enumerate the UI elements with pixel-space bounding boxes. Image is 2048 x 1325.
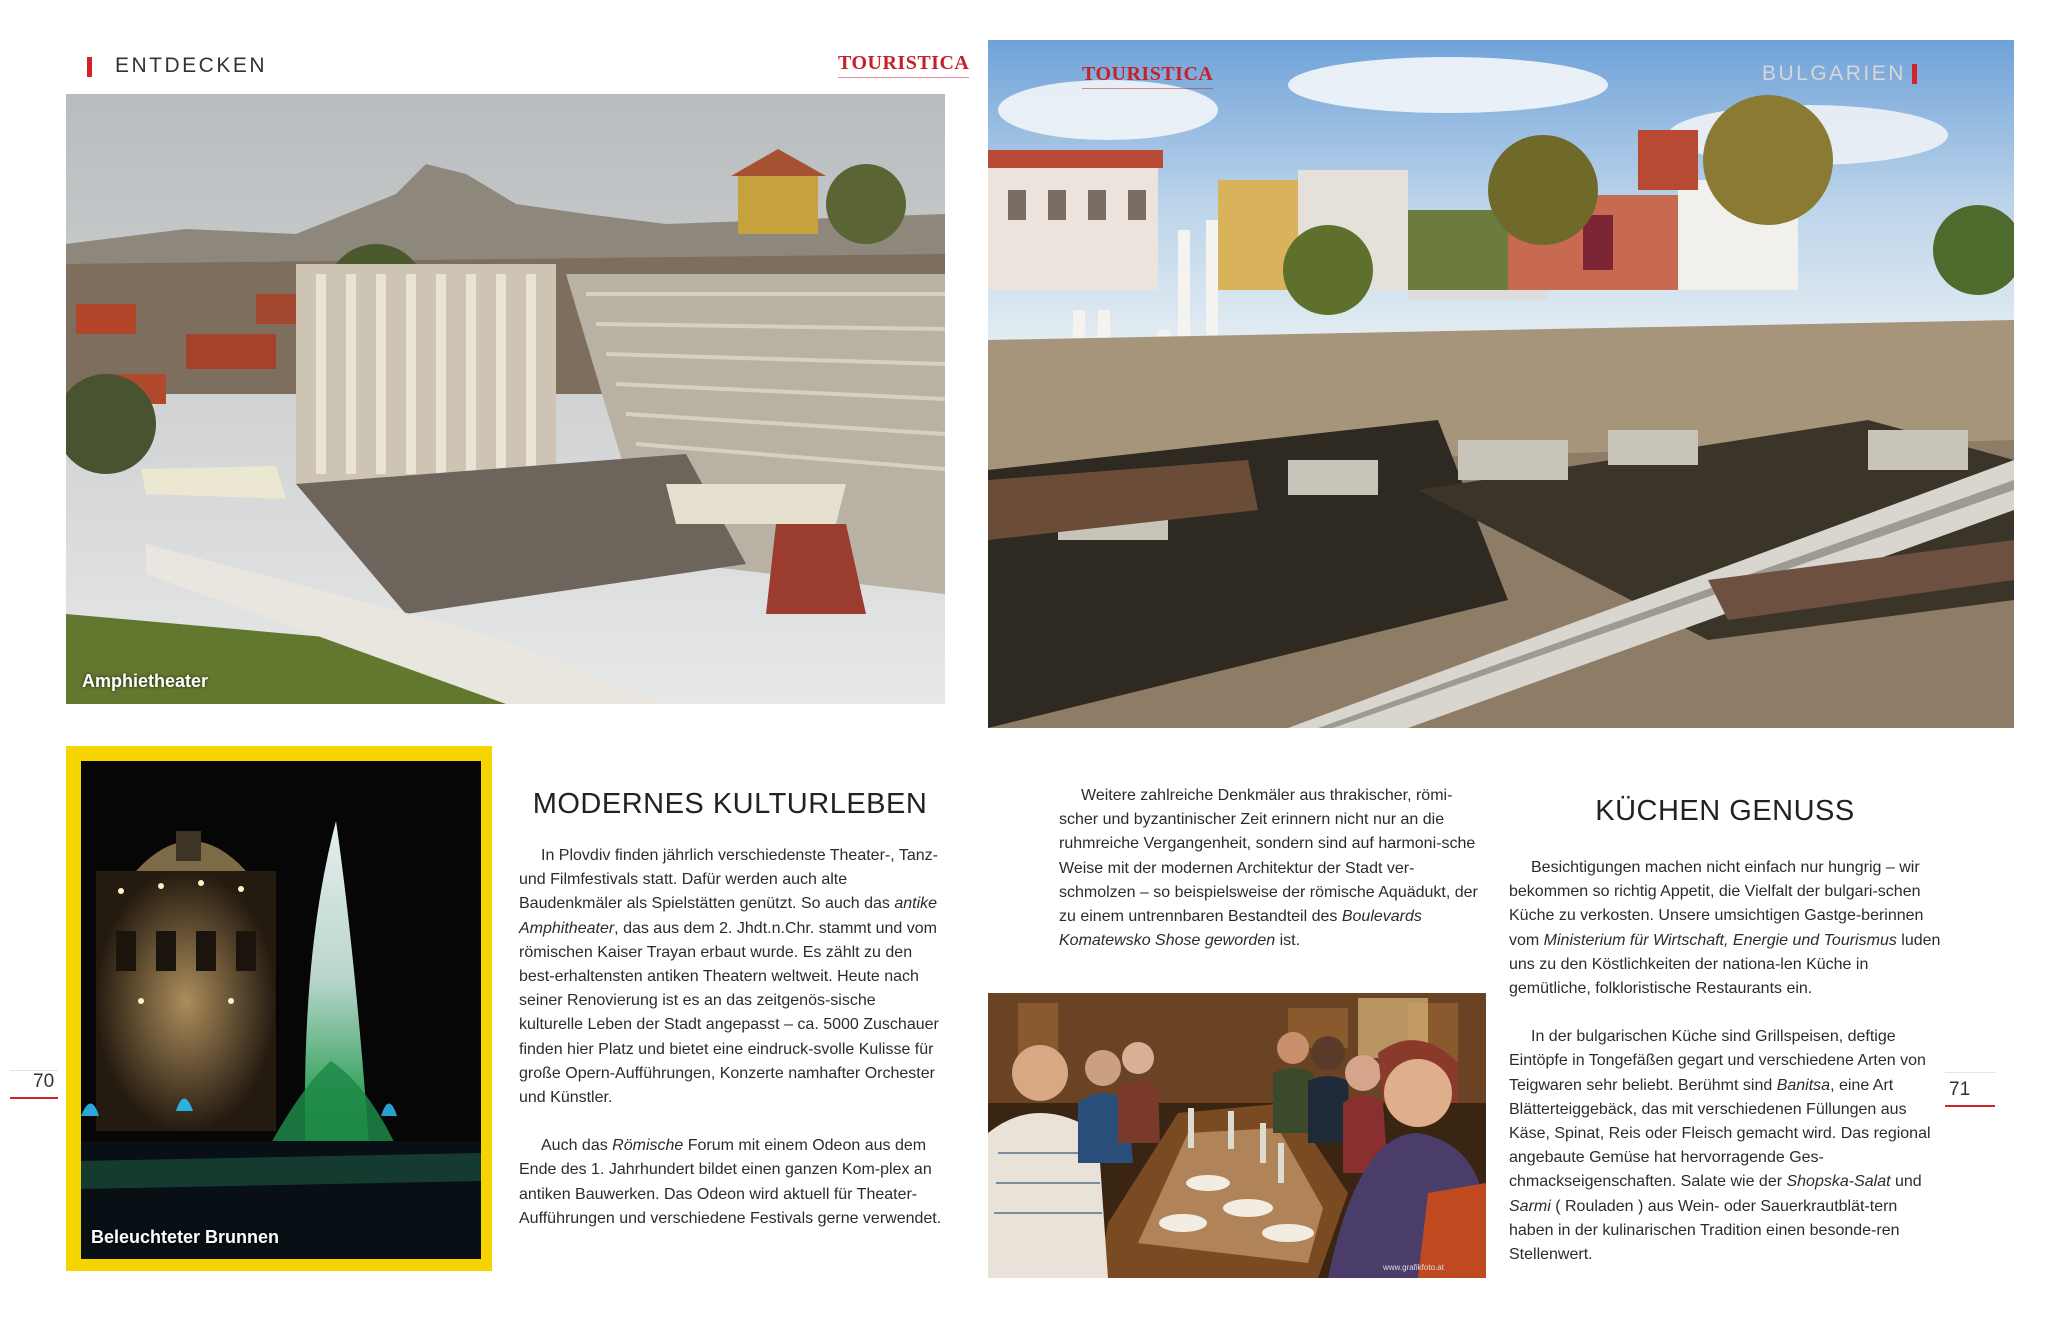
- fountain-caption: Beleuchteter Brunnen: [91, 1227, 280, 1247]
- roman-forum-photo: [988, 40, 2014, 728]
- page-rule: [1945, 1072, 1995, 1073]
- page-number-underline: [10, 1097, 58, 1099]
- paragraph: Besichtigungen machen nicht einfach nur hungrig – wir bekommen so richtig Appetit, die Vielfalt der bulgari-schen Küche zu verkosten. Unsere umsichtigen Gastge-berinnen vom Ministerium für Wirtschaft, Energie und Tourismus luden uns zu den Köstlichkeiten der nationa-len Küche in gemütliche, folkloristische Restaurants ein.: [1509, 859, 1941, 998]
- page-number-underline: [1945, 1105, 1995, 1107]
- restaurant-dinner-photo: [988, 993, 1486, 1278]
- page-number-left: 70: [33, 1071, 55, 1092]
- magazine-logo: [838, 52, 969, 75]
- heading-kuechen-genuss: KÜCHEN GENUSS: [1595, 795, 1855, 827]
- paragraph: In Plovdiv finden jährlich verschiedenste Theater-, Tanz- und Filmfestivals statt. Dafür werden auch alte Baudenkmäler als Spielstätten genützt. So auch das antike Amphitheater, das aus dem 2. Jhdt.n.Chr. stammt und vom römischen Kaiser Trayan erbaut wurde. Es zählt zu den best-erhaltensten antiken Theatern weltweit. Heute nach seiner Renovierung ist es an das zeitgenös-sische kulturelle Leben der Stadt angepasst – ca. 5000 Zuschauer finden hier Platz und bietet eine eindruck-svolle Kulisse für große Opern-Aufführungen, Konzerte namhafter Orchester und Künstler.: [519, 847, 939, 1107]
- amphitheater-photo: [66, 94, 945, 704]
- article-kuechen-genuss: [1509, 856, 1941, 1267]
- paragraph: Auch das Römische Forum mit einem Odeon aus dem Ende des 1. Jahrhundert bildet einen ganzen Kom-plex an antiken Bauwerken. Das Odeon wird aktuell für Theater-Aufführungen und verschiedene Festivals gerne verwendet.: [519, 1137, 942, 1227]
- magazine-logo-text: TOURISTICA: [838, 52, 970, 74]
- amphitheater-caption: Amphietheater: [82, 671, 209, 691]
- paragraph: In der bulgarischen Küche sind Grillspeisen, deftige Eintöpfe in Tongefäßen gegart und verschiedene Arten von Teigwaren sehr beliebt. Berühmt sind Banitsa, eine Art Blätterteiggebäck, das mit verschiedenen Füllungen aus Käse, Spinat, Reis oder Fleisch gemacht wird. Das regional angebaute Gemüse hat hervorragende Ges-chmackseigenschaften. Salate wie der Shopska-Salat und Sarmi ( Rouladen ) aus Wein- oder Sauerkrautblät-tern haben in der kulinarischen Tradition einen besonde-ren Stellenwert.: [1509, 1028, 1931, 1264]
- page-number-right: 71: [1949, 1079, 1971, 1100]
- fountain-photo: [81, 761, 481, 1259]
- intro-denkmaeler: [1059, 784, 1479, 953]
- heading-modernes-kulturleben: MODERNES KULTURLEBEN: [532, 788, 928, 820]
- paragraph: Weitere zahlreiche Denkmäler aus thrakischer, römi-scher und byzantinischer Zeit erinnern nicht nur an die ruhmreiche Vergangenheit, sondern sind auf harmoni-sche Weise mit der modernen Architektur der Stadt ver-schmolzen – so beispielsweise der römische Aquädukt, der zu einem untrennbaren Bestandteil des Boulevards Komatewsko Shose geworden ist.: [1059, 787, 1478, 950]
- magazine-logo-text: TOURISTICA: [1082, 63, 1214, 85]
- section-marker: [1912, 64, 1917, 84]
- article-kulturleben: [519, 844, 943, 1231]
- photo-credit: www.grafikfoto.at: [1383, 1263, 1444, 1272]
- section-label: BULGARIEN: [1762, 62, 1906, 85]
- section-label: ENTDECKEN: [115, 54, 268, 77]
- magazine-logo: [1082, 63, 1213, 86]
- section-marker: [87, 57, 92, 77]
